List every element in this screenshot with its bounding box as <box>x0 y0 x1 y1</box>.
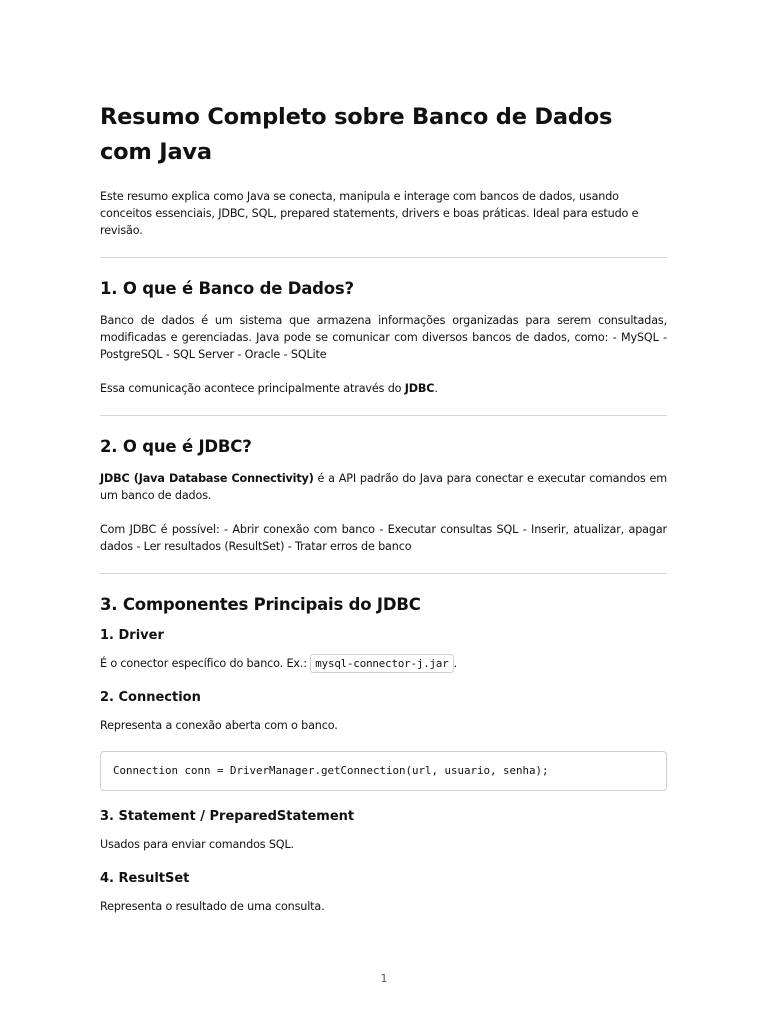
section-banco-de-dados <box>100 277 667 397</box>
subsection-heading: 2. Connection <box>100 690 201 705</box>
inline-code: mysql-connector-j.jar <box>310 654 453 673</box>
paragraph <box>100 470 667 504</box>
text: É o conector específico do banco. Ex.: <box>100 657 311 670</box>
subsection-connection <box>100 688 667 791</box>
code-block: Connection conn = DriverManager.getConnection(url, usuario, senha); <box>100 751 667 791</box>
document-page <box>100 100 667 915</box>
paragraph: Representa a conexão aberta com o banco. <box>100 719 338 732</box>
bold-text: JDBC <box>404 382 435 395</box>
bold-text: JDBC (Java Database Connectivity) <box>100 472 314 485</box>
paragraph <box>100 655 667 672</box>
text: . <box>453 657 458 670</box>
paragraph: Com JDBC é possível: - Abrir conexão com banco - Executar consultas SQL - Inserir, atualizar, apagar dados - Ler resultados (ResultSet) - Tratar erros de banco <box>100 523 667 553</box>
divider <box>100 573 667 574</box>
paragraph: Representa o resultado de uma consulta. <box>100 900 325 913</box>
subsection-statement <box>100 807 667 853</box>
text: é a API padrão do Java para conectar e executar comandos em um banco de dados. <box>100 472 668 502</box>
divider <box>100 257 667 258</box>
section-componentes <box>100 593 667 915</box>
page-number: 1 <box>380 972 388 985</box>
section-heading: 1. O que é Banco de Dados? <box>100 279 354 298</box>
section-heading: 3. Componentes Principais do JDBC <box>100 595 421 614</box>
paragraph: Banco de dados é um sistema que armazena informações organizadas para serem consultadas, modificadas e gerenciadas. Java pode se comunicar com diversos bancos de dados, como: - MySQL - PostgreSQL - SQL Server - Oracle - SQLite <box>100 314 667 361</box>
intro-paragraph: Este resumo explica como Java se conecta, manipula e interage com bancos de dados, usando conceitos essenciais, JDBC, SQL, prepared statements, drivers e boas práticas. Ideal para estudo e revisão. <box>100 190 639 237</box>
text: Essa comunicação acontece principalmente através do <box>100 382 405 395</box>
section-jdbc <box>100 435 667 555</box>
subsection-heading: 3. Statement / PreparedStatement <box>100 809 355 824</box>
subsection-heading: 1. Driver <box>100 628 164 643</box>
subsection-driver <box>100 626 667 672</box>
subsection-resultset <box>100 869 667 915</box>
subsection-heading: 4. ResultSet <box>100 871 190 886</box>
text: . <box>434 382 438 395</box>
document-title: Resumo Completo sobre Banco de Dados com Java <box>100 104 613 165</box>
paragraph <box>100 380 667 397</box>
section-heading: 2. O que é JDBC? <box>100 437 252 456</box>
paragraph: Usados para enviar comandos SQL. <box>100 838 294 851</box>
divider <box>100 415 667 416</box>
